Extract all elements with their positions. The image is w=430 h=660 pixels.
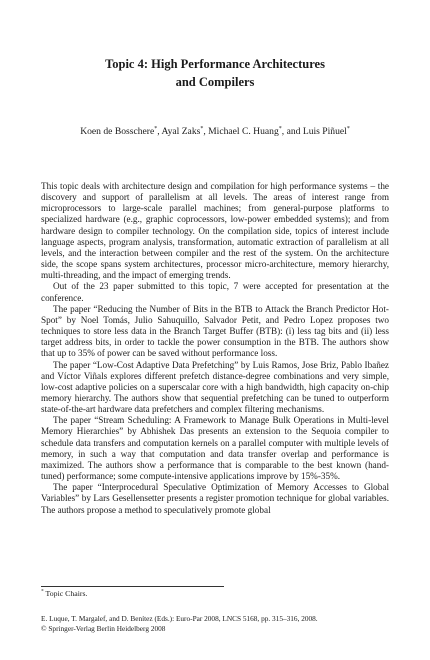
author-separator: , <box>203 126 209 137</box>
paragraph: The paper “Interprocedural Speculative Optimization of Memory Accesses to Global Variables” by Lars Gesellensetter presents a register promotion technique for global variables. The authors propose a method to speculatively promote global <box>41 482 389 515</box>
imprint <box>41 614 401 633</box>
footnote <box>41 589 87 599</box>
author-name: Michael C. Huang <box>208 126 279 137</box>
author-list <box>40 126 390 138</box>
author-mark: * <box>154 125 158 132</box>
author-mark: * <box>346 125 350 132</box>
imprint-citation: E. Luque, T. Margalef, and D. Benítez (Eds.): Euro-Par 2008, LNCS 5168, pp. 315–316, 2008. <box>41 614 318 623</box>
imprint-copyright: © Springer-Verlag Berlin Heidelberg 2008 <box>41 623 166 633</box>
paragraph: The paper “Low-Cost Adaptive Data Prefetching” by Luis Ramos, Jose Briz, Pablo Ibañez and Víctor Viñals explores different prefetch distance-degree combinations and very simple, low-cost adaptive policies on a superscalar core with a high bandwidth, high capacity on-chip memory hierarchy. The authors show that sequential prefetching can be tuned to outperform state-of-the-art hardware data prefetchers and complex filtering mechanisms. <box>41 359 389 415</box>
footnote-rule <box>41 586 224 587</box>
paragraph: Out of the 23 paper submitted to this topic, 7 were accepted for presentation at the conference. <box>41 281 389 303</box>
author-mark: * <box>200 125 204 132</box>
author-separator: , <box>157 126 162 137</box>
footnote-text: Topic Chairs. <box>43 589 88 598</box>
author-name: Ayal Zaks <box>161 126 201 137</box>
author-name: Koen de Bosschere <box>80 126 155 137</box>
paper-title-line-1: Topic 4: High Performance Architectures <box>105 57 325 71</box>
paragraph: This topic deals with architecture design and compilation for high performance systems – the discovery and support of parallelism at all levels. The areas of interest range from microprocessors to large-scale parallel machines; from general-purpose platforms to specialized hardware (e.g., graphic coprocessors, low-power embedded systems); and from hardware design to compiler technology. On the compilation side, topics of interest include language aspects, program analysis, transformation, automatic extraction of parallelism at all levels, and the interaction between compiler and the rest of the system. On the architecture side, the scope spans system architectures, processor micro-architecture, memory hierarchy, multi-threading, and the impact of emerging trends. <box>41 181 389 281</box>
paragraph: The paper “Reducing the Number of Bits in the BTB to Attack the Branch Predictor Hot-Spot” by Noel Tomás, Julio Sahuquillo, Salvador Petit, and Pedro Lopez proposes two techniques to store less data in the Branch Target Buffer (BTB): (i) less tag bits and (ii) less target address bits, in order to tackle the power consumption in the BTB. The authors show that up to 35% of power can be saved without performance loss. <box>41 303 389 359</box>
author-name: Luis Piñuel <box>302 126 347 137</box>
paper-title-line-2: and Compilers <box>175 75 255 89</box>
footnote-mark: * <box>41 588 44 595</box>
author-separator: , and <box>281 126 303 137</box>
paragraph: The paper “Stream Scheduling: A Framework to Manage Bulk Operations in Multi-level Memory Hierarchies” by Abhishek Das presents an extension to the Sequoia compiler to schedule data transfers and computation kernels on a parallel computer with multiple levels of memory, in such a way that computation and data transfer overlap and performance is maximized. The authors show a performance that is comparable to the best known (hand-tuned) performance; some compute-intensive applications improve by 15%-35%. <box>41 415 389 482</box>
author-mark: * <box>278 125 282 132</box>
body-text <box>41 181 389 516</box>
